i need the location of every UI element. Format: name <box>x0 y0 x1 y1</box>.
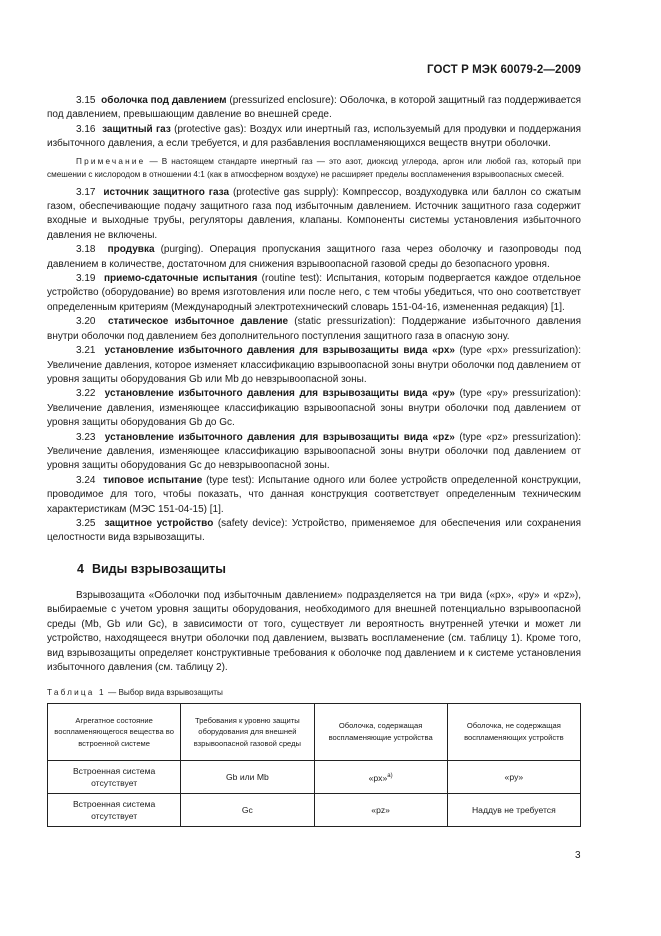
table-caption: Таблица 1 — Выбор вида взрывозащиты <box>47 687 223 697</box>
table-cell: Наддув не требуется <box>447 793 580 826</box>
term-3-24: 3.24 типовое испытание (type test): Испытание одного или более устройств определенной конструкции, проводимое для того, чтобы показать, что данная конструкция соответствует определенным техническим характеристикам (МЭС 151-04-15) [1]. <box>47 474 581 515</box>
footnote-marker: а) <box>387 772 393 779</box>
table-row <box>48 793 581 826</box>
term-3-20: 3.20 статическое избыточное давление (static pressurization): Поддержание избыточного давления внутри оболочки под давлением без дополнительного поступления защитного газа в опасную зону. <box>47 316 581 342</box>
document-header: ГОСТ Р МЭК 60079-2—2009 <box>427 64 581 76</box>
term-3-15: 3.15 оболочка под давлением (pressurized enclosure): Оболочка, в которой защитный газ поддерживается под давлением, превышающим давление во внешней среде. <box>47 95 581 121</box>
selection-table <box>47 703 581 827</box>
term-3-21: 3.21 установление избыточного давления для взрывозащиты вида «px» (type «px» pressurization): Увеличение давления, которое изменяет классификацию взрывоопасной зоны внутри оболочки под давлением от уровня защиты оборудования Gb или Mb до невзрывоопасной зоны. <box>47 345 582 385</box>
table-row <box>48 760 581 793</box>
table-cell: «pz» <box>314 793 447 826</box>
term-3-16: 3.16 защитный газ (protective gas): Воздух или инертный газ, используемый для продувки и поддержания избыточного давления, а если требуется, и для разбавления воспламеняющихся веществ внутри оболочки. <box>47 123 581 150</box>
table-header-cell: Оболочка, не содержащая воспламеняющих устройств <box>447 703 580 760</box>
table-cell: «py» <box>447 760 580 793</box>
term-3-23: 3.23 установление избыточного давления для взрывозащиты вида «pz» (type «pz» pressurization): Увеличение давления, изменяющее классификацию взрывоопасной зоны внутри оболочки под давлением от уровня защиты оборудования Gc до невзрывоопасной зоны. <box>47 431 581 472</box>
section-paragraph: Взрывозащита «Оболочки под избыточным давлением» подразделяется на три вида («px», «py» и «pz»), выбираемые с учетом уровня защиты оборудования, необходимого для внешней потенциально взрывоопасной среды (Mb, Gb или Gc), в зависимости от того, существует ли вероятность внутренней утечки и может ли устройство, находящееся внутри оболочки под давлением, вызвать воспламенение (см. таблицу 1). Кроме того, вид взрывозащиты определяет конструктивные требования к оболочке под давлением и к системе установления избыточного давления (см. таблицу 2). <box>47 589 581 674</box>
term-3-25: 3.25 защитное устройство (safety device): Устройство, применяемое для обеспечения или сохранения целостности вида взрывозащиты. <box>47 517 582 544</box>
table-cell: Gb или Mb <box>181 760 314 793</box>
table-header-cell: Оболочка, содержащая воспламеняющие устройства <box>314 703 447 760</box>
page-content <box>47 94 581 827</box>
term-3-22: 3.22 установление избыточного давления для взрывозащиты вида «py» (type «py» pressurization): Увеличение давления, изменяющее классификацию взрывоопасной зоны внутри оболочки под давлением от уровня защиты оборудования Gb до Gc. <box>47 388 582 429</box>
term-3-17: 3.17 источник защитного газа (protective gas supply): Компрессор, воздуходувка или баллон со сжатым газом, обеспечивающие подачу защитного газа под избыточным давлением. Источник защитного газа содержит входные и выходные трубы, регуляторы давления, клапаны. Компоненты системы установления избыточного давления не включены. <box>47 186 581 241</box>
page-number: 3 <box>575 850 581 861</box>
table-cell: «px»$^{а)}$ <box>314 760 447 793</box>
table-header-row <box>48 703 581 760</box>
note: Примечание — В настоящем стандарте инертный газ — это азот, диоксид углерода, аргон или любой газ, который при смешении с кислородом в отношении 4:1 (как в атмосферном воздухе) не расширяет пределы воспламенения взрывоопасных смесей. <box>47 156 581 179</box>
table-cell: Gc <box>181 793 314 826</box>
table-header-cell: Агрегатное состояние воспламеняющегося вещества во встроенной системе <box>48 703 181 760</box>
table-cell: Встроенная система отсутствует <box>48 793 181 826</box>
table-header-cell: Требования к уровню защиты оборудования для внешней взрывоопасной газовой среды <box>181 703 314 760</box>
term-3-18: 3.18 продувка (purging). Операция пропускания защитного газа через оболочку и газопроводы под давлением в количестве, достаточном для снижения взрывоопасной газовой среды до безопасного уровня. <box>47 244 581 270</box>
term-3-19: 3.19 приемо-сдаточные испытания (routine test): Испытания, которым подвергается каждое отдельное устройство (оборудование) во время изготовления или после него, с тем чтобы убедиться, что оно соответствует определенным критериям (Международный электротехнический словарь 151-04-16, измененная редакция) [1]. <box>47 273 581 313</box>
table-cell: Встроенная система отсутствует <box>48 760 181 793</box>
section-heading: 4 Виды взрывозащиты <box>77 561 226 576</box>
